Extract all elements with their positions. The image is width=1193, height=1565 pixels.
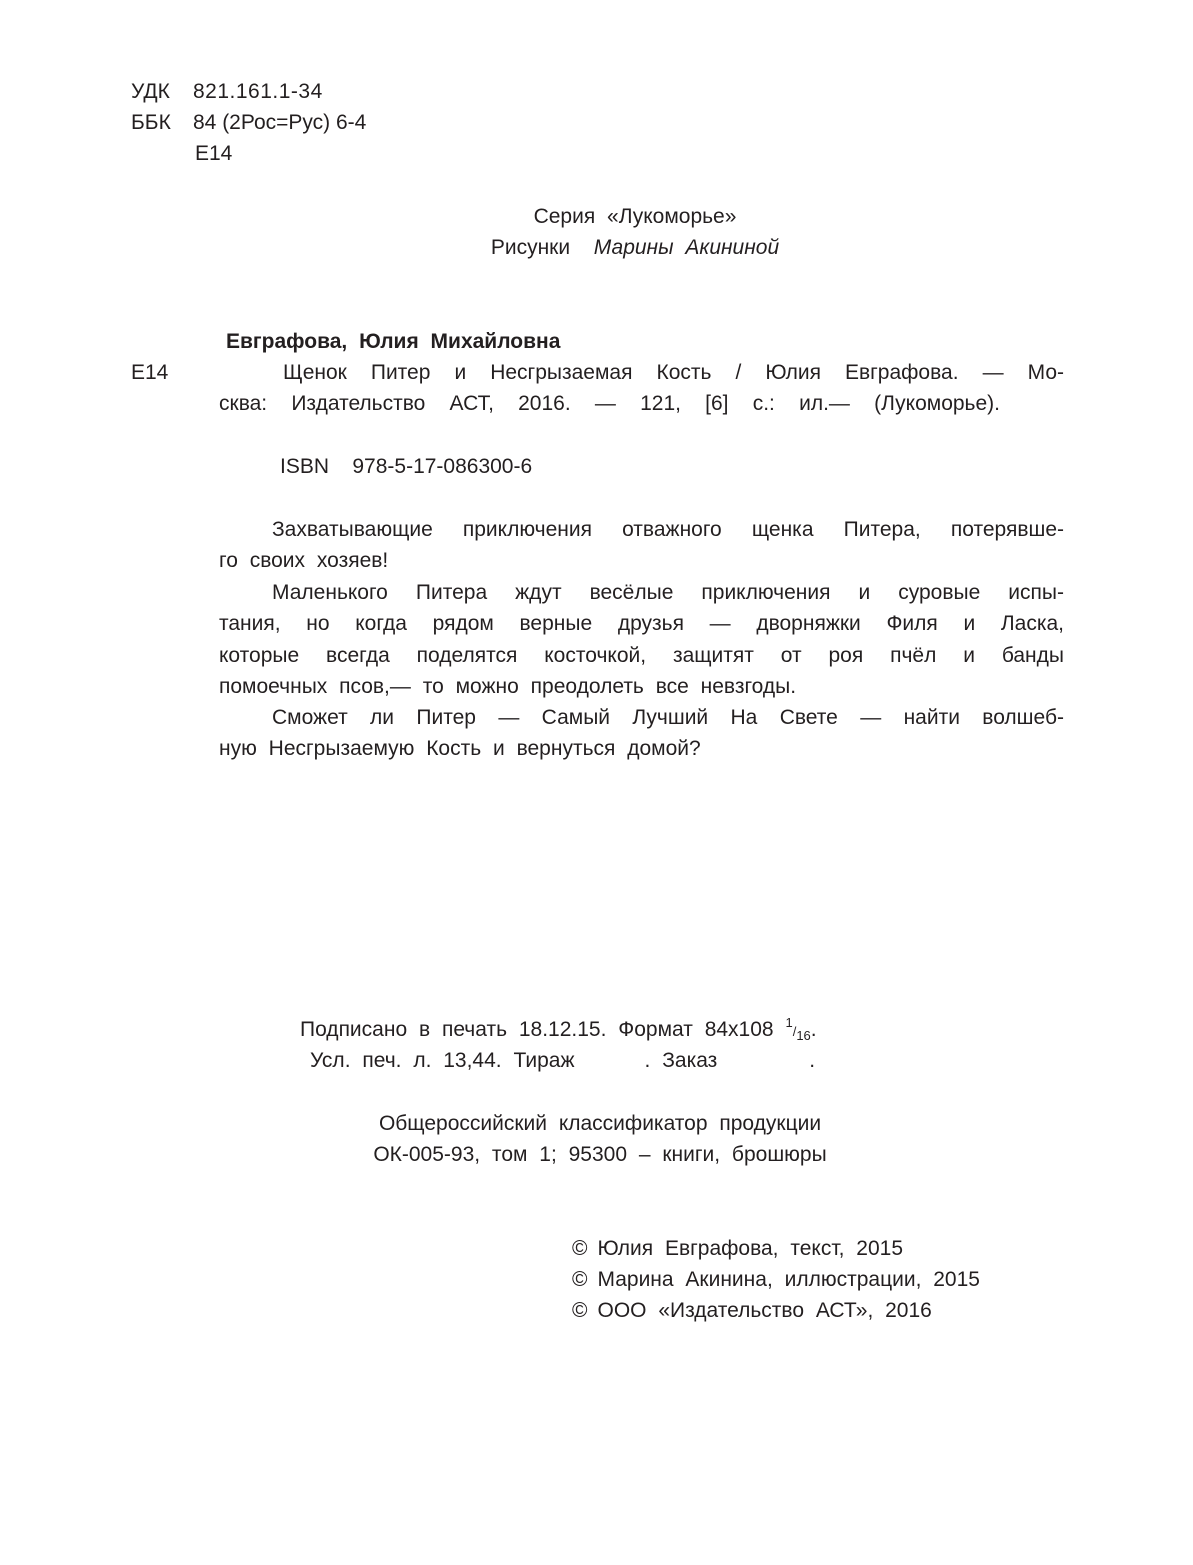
series-name: Серия «Лукоморье» (533, 205, 737, 228)
copyright-text: ООО «Издательство АСТ», 2016 (597, 1299, 932, 1322)
author-heading: Евграфова, Юлия Михайловна (226, 330, 561, 353)
udk-value: 821.161.1-34 (193, 80, 323, 103)
copyright-icon: © (572, 1268, 588, 1291)
illustrator-name: Марины Акининой (593, 236, 780, 259)
copyright-icon: © (572, 1299, 588, 1322)
copyright-line (572, 1233, 903, 1264)
bbk-label: ББК (131, 111, 171, 134)
signed-text: Подписано в печать 18.12.15. Формат 84х108 (300, 1018, 774, 1041)
format-fraction-numerator: 1 (785, 1015, 793, 1030)
annotation-line: ную Несгрызаемую Кость и вернуться домой? (219, 737, 701, 760)
annotation-line: Маленького Питера ждут весёлые приключения и суровые испы- (272, 581, 1064, 604)
annotation-line: тания, но когда рядом верные друзья — дворняжки Филя и Ласка, (219, 612, 1064, 635)
format-fraction-denominator: 16 (796, 1028, 811, 1043)
illustrator-credit (400, 232, 870, 263)
annotation-line: Захватывающие приключения отважного щенка Питера, потерявше- (272, 518, 1064, 541)
title-line: сква: Издательство АСТ, 2016. — 121, [6] с.: ил.— (Лукоморье). (219, 392, 1000, 415)
fraction-slash: / (792, 1024, 797, 1039)
isbn (280, 451, 532, 482)
annotation-line: которые всегда поделятся косточкой, защитят от роя пчёл и банды (219, 644, 1064, 667)
copyright-line (572, 1264, 980, 1295)
print-sheets: Усл. печ. л. 13,44. Тираж (310, 1049, 575, 1072)
title-line: Щенок Питер и Несгрызаемая Кость / Юлия Евграфова. — Мо- (283, 361, 1064, 384)
copyright-icon: © (572, 1237, 588, 1260)
udk-label: УДК (131, 80, 170, 103)
order-end: . (809, 1049, 816, 1072)
author-mark: Е14 (195, 142, 233, 165)
copyright-text: Юлия Евграфова, текст, 2015 (597, 1237, 904, 1260)
illustrations-prefix: Рисунки (490, 236, 571, 259)
print-run-end: . (644, 1049, 651, 1072)
signed-end: . (810, 1018, 817, 1041)
signed-to-print (300, 1014, 817, 1047)
annotation-line: го своих хозяев! (219, 549, 389, 572)
annotation-line: помоечных псов,— то можно преодолеть все невзгоды. (219, 675, 797, 698)
copyright-text: Марина Акинина, иллюстрации, 2015 (597, 1268, 980, 1291)
annotation-line: Сможет ли Питер — Самый Лучший На Свете — найти волшеб- (272, 706, 1064, 729)
classifier-line: ОК-005-93, том 1; 95300 – книги, брошюры (373, 1143, 827, 1166)
classifier-line: Общероссийский классификатор продукции (378, 1112, 822, 1135)
bbk-value: 84 (2Рос=Рус) 6-4 (193, 111, 367, 134)
copyright-line (572, 1295, 932, 1326)
order-label: Заказ (662, 1049, 718, 1072)
isbn-label: ISBN (280, 455, 330, 478)
author-mark-side: Е14 (131, 361, 169, 384)
print-details (310, 1045, 815, 1076)
isbn-value: 978-5-17-086300-6 (352, 455, 533, 478)
